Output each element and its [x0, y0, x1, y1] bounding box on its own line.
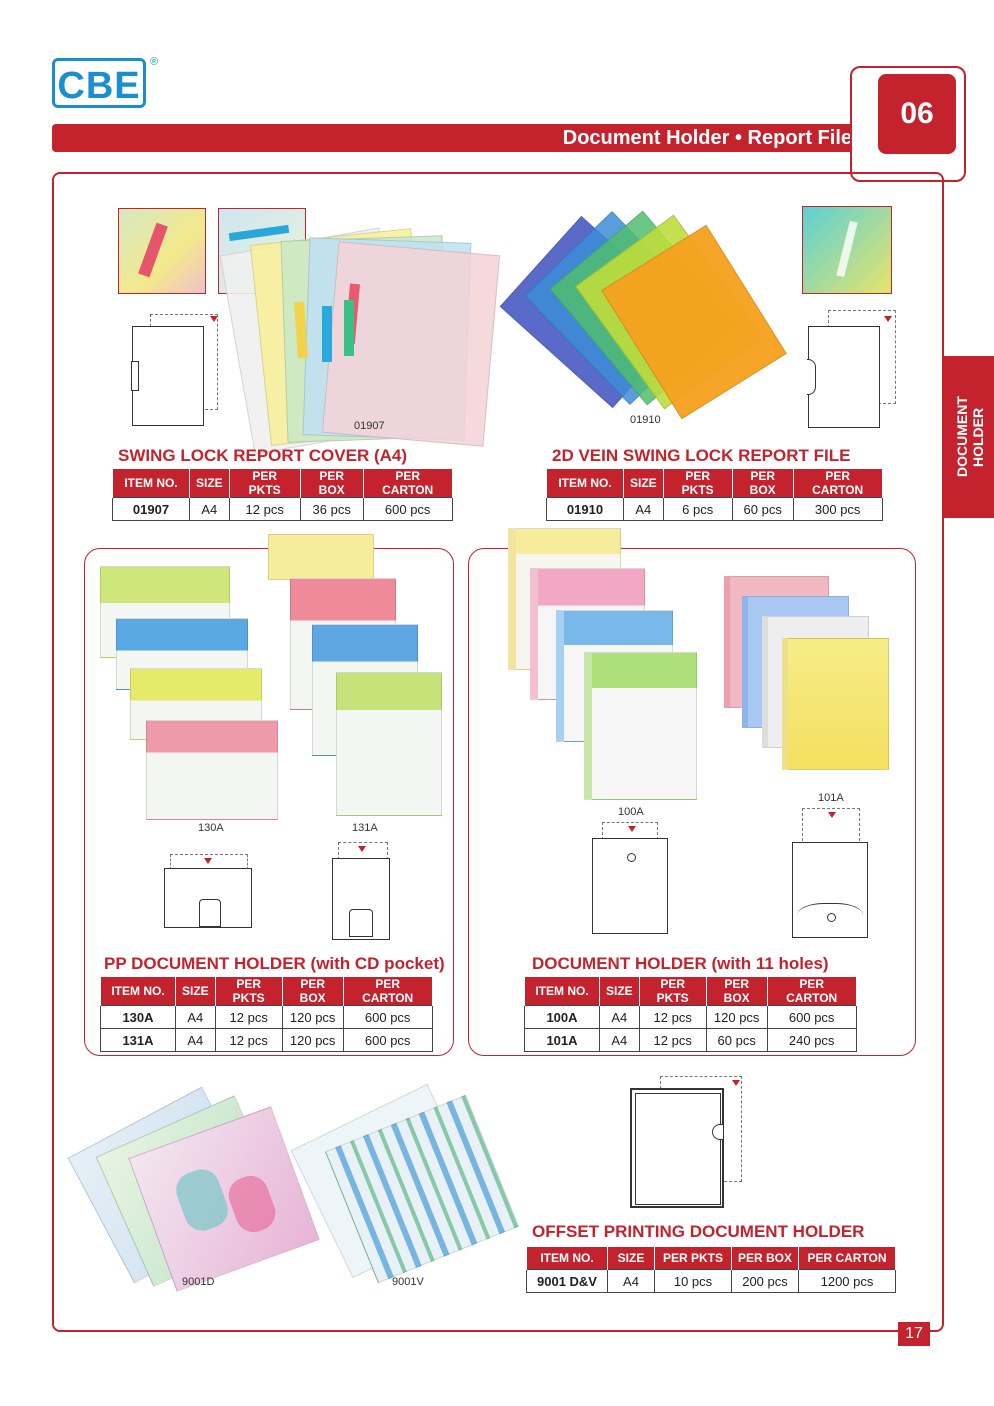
cell-size: A4 — [624, 498, 664, 521]
cell-item: 9001 D&V — [527, 1270, 608, 1293]
col-size: SIZE — [624, 469, 664, 498]
cell-pkts: 10 pcs — [655, 1270, 732, 1293]
button-diagram — [627, 853, 636, 862]
product-caption-130a: 130A — [198, 822, 224, 834]
col-carton: PER CARTON — [767, 977, 856, 1006]
cell-item: 01907 — [113, 498, 190, 521]
cell-pkts: 12 pcs — [639, 1029, 706, 1052]
col-carton: PER CARTON — [363, 469, 452, 498]
table-row — [113, 498, 453, 521]
cell-item: 131A — [101, 1029, 176, 1052]
clip-image — [836, 221, 857, 277]
col-item: ITEM NO. — [101, 977, 176, 1006]
cell-item: 130A — [101, 1006, 176, 1029]
product-title: OFFSET PRINTING DOCUMENT HOLDER — [532, 1222, 865, 1241]
cover-diagram — [132, 326, 204, 426]
col-box: PER BOX — [732, 469, 793, 498]
holder-100a-green — [584, 652, 697, 800]
cell-carton: 240 pcs — [767, 1029, 856, 1052]
cell-carton: 600 pcs — [767, 1006, 856, 1029]
insert-arrow-icon — [358, 846, 366, 852]
table-row — [527, 1270, 896, 1293]
holder-131a-lime — [336, 672, 442, 816]
col-item: ITEM NO. — [527, 1247, 608, 1270]
holder-101a-yellow — [782, 638, 889, 770]
clip-image — [322, 306, 332, 362]
cell-box: 120 pcs — [282, 1029, 343, 1052]
product-caption-9001d: 9001D — [182, 1276, 215, 1288]
cell-box: 120 pcs — [282, 1006, 343, 1029]
spec-table — [112, 468, 453, 521]
product-caption: 01907 — [354, 420, 385, 432]
clip-image — [229, 225, 290, 241]
insert-arrow-icon — [210, 316, 218, 322]
product-title: DOCUMENT HOLDER (with 11 holes) — [532, 954, 829, 973]
insert-arrow-icon — [732, 1080, 740, 1086]
cd-pocket-diagram — [349, 909, 373, 937]
offset-inner-diagram — [635, 1093, 721, 1205]
holder-130a-diagram — [164, 868, 252, 928]
page-number: 17 — [898, 1322, 930, 1346]
col-item: ITEM NO. — [113, 469, 190, 498]
col-item: ITEM NO. — [525, 977, 600, 1006]
cell-carton: 600 pcs — [343, 1006, 432, 1029]
col-pkts: PER PKTS — [663, 469, 732, 498]
holder-131a-yellow — [268, 534, 374, 580]
cell-size: A4 — [190, 498, 230, 521]
cell-size: A4 — [176, 1006, 216, 1029]
product-caption: 01910 — [630, 414, 661, 426]
cd-pocket-diagram — [199, 899, 221, 927]
cell-size: A4 — [176, 1029, 216, 1052]
cell-box: 200 pcs — [732, 1270, 799, 1293]
col-box: PER BOX — [706, 977, 767, 1006]
clip-diagram — [131, 361, 139, 391]
cell-item: 101A — [525, 1029, 600, 1052]
cell-pkts: 12 pcs — [215, 1006, 282, 1029]
offset-diagram — [630, 1088, 724, 1208]
section-number: 06 — [878, 74, 956, 154]
col-pkts: PER PKTS — [639, 977, 706, 1006]
col-item: ITEM NO. — [547, 469, 624, 498]
table-row — [101, 1006, 433, 1029]
table-row — [525, 1029, 857, 1052]
col-size: SIZE — [176, 977, 216, 1006]
product-caption-131a: 131A — [352, 822, 378, 834]
clip-image — [344, 300, 354, 356]
clip-image — [138, 223, 168, 278]
col-pkts: PER PKTS — [215, 977, 282, 1006]
table-row — [525, 1006, 857, 1029]
product-caption-100a: 100A — [618, 806, 644, 818]
button-diagram — [827, 913, 836, 922]
col-pkts: PER PKTS — [655, 1247, 732, 1270]
product-caption-101a: 101A — [818, 792, 844, 804]
file-diagram — [808, 326, 880, 428]
insert-arrow-icon — [884, 316, 892, 322]
holder-130a-pink — [146, 720, 278, 820]
table-row — [101, 1029, 433, 1052]
thumb-cut-diagram — [712, 1124, 723, 1140]
spec-table — [524, 976, 857, 1052]
cell-size: A4 — [600, 1029, 640, 1052]
product-title: SWING LOCK REPORT COVER (A4) — [118, 446, 408, 465]
cbe-logo: CBE — [52, 58, 146, 108]
side-tab-label: DOCUMENT HOLDER — [954, 396, 986, 478]
cell-item: 01910 — [547, 498, 624, 521]
spec-table — [546, 468, 883, 521]
product-title: PP DOCUMENT HOLDER (with CD pocket) — [104, 954, 445, 973]
cell-box: 36 pcs — [300, 498, 363, 521]
col-carton: PER CARTON — [793, 469, 882, 498]
insert-arrow-icon — [628, 826, 636, 832]
holder-100a-diagram — [592, 838, 668, 934]
spec-table — [100, 976, 433, 1052]
col-size: SIZE — [600, 977, 640, 1006]
col-carton: PER CARTON — [799, 1247, 896, 1270]
cell-box: 60 pcs — [732, 498, 793, 521]
col-size: SIZE — [190, 469, 230, 498]
col-pkts: PER PKTS — [229, 469, 300, 498]
cell-pkts: 12 pcs — [229, 498, 300, 521]
registered-mark: ® — [150, 56, 159, 68]
cell-carton: 300 pcs — [793, 498, 882, 521]
page-title: Document Holder • Report File — [562, 127, 852, 149]
col-size: SIZE — [608, 1247, 655, 1270]
cell-carton: 1200 pcs — [799, 1270, 896, 1293]
vein-detail-photo — [802, 206, 892, 294]
col-box: PER BOX — [300, 469, 363, 498]
product-title: 2D VEIN SWING LOCK REPORT FILE — [552, 446, 851, 465]
col-box: PER BOX — [282, 977, 343, 1006]
side-tab — [944, 356, 994, 518]
swing-lock-detail-photo-1 — [118, 208, 206, 294]
cell-carton: 600 pcs — [363, 498, 452, 521]
cell-pkts: 12 pcs — [215, 1029, 282, 1052]
insert-arrow-icon — [204, 858, 212, 864]
cell-carton: 600 pcs — [343, 1029, 432, 1052]
col-carton: PER CARTON — [343, 977, 432, 1006]
holder-131a-diagram — [332, 858, 390, 940]
cell-size: A4 — [600, 1006, 640, 1029]
cell-box: 60 pcs — [706, 1029, 767, 1052]
cell-item: 100A — [525, 1006, 600, 1029]
table-row — [547, 498, 883, 521]
spec-table — [526, 1246, 896, 1293]
insert-arrow-icon — [828, 812, 836, 818]
cell-box: 120 pcs — [706, 1006, 767, 1029]
cell-size: A4 — [608, 1270, 655, 1293]
col-box: PER BOX — [732, 1247, 799, 1270]
clip-diagram — [807, 359, 816, 395]
holder-101a-diagram — [792, 842, 868, 938]
cell-pkts: 12 pcs — [639, 1006, 706, 1029]
product-caption-9001v: 9001V — [392, 1276, 424, 1288]
cell-pkts: 6 pcs — [663, 498, 732, 521]
